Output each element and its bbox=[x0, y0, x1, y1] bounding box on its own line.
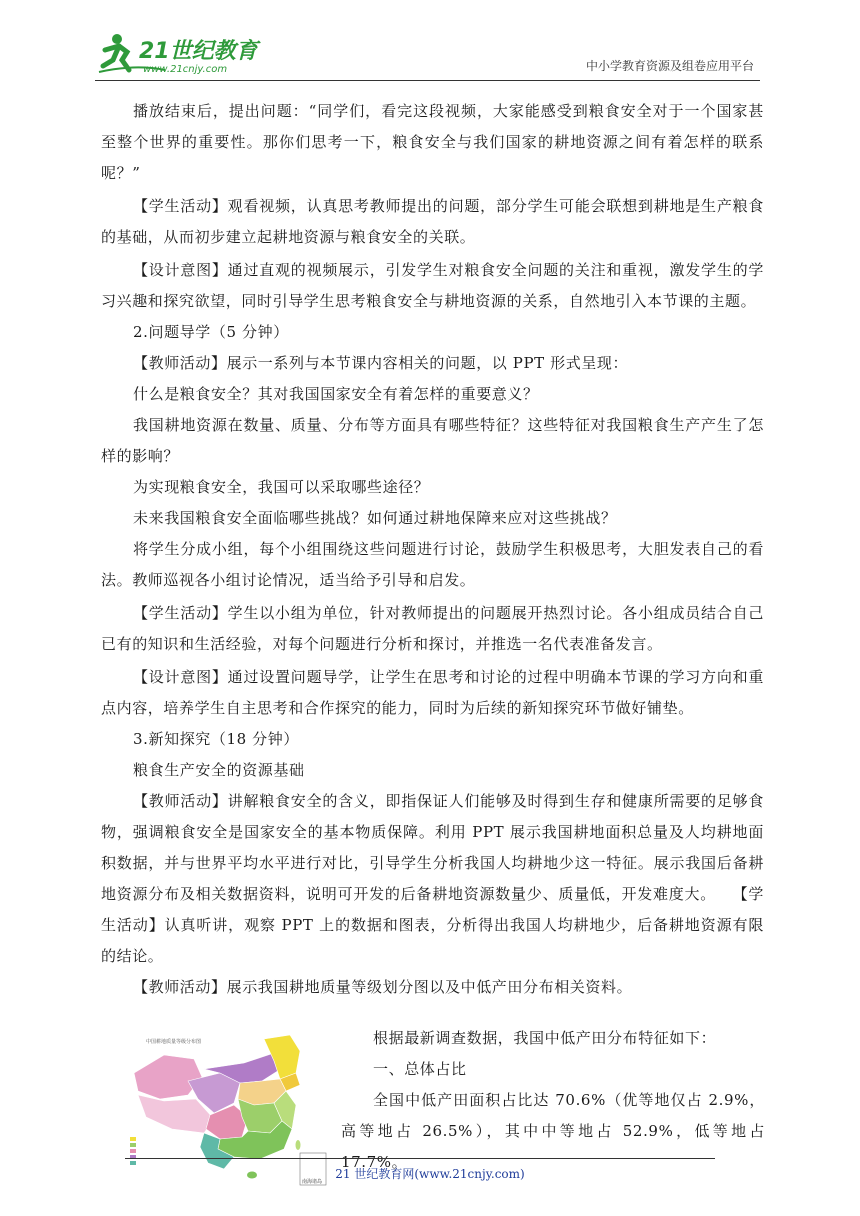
site-logo[interactable] bbox=[95, 30, 265, 76]
question-3: 为实现粮食安全，我国可以采取哪些途径？ bbox=[133, 478, 430, 496]
paragraph-teacher-activity-1: 【教师活动】展示一系列与本节课内容相关的问题，以 PPT 形式呈现： bbox=[133, 354, 629, 372]
runner-logo-icon bbox=[95, 30, 265, 76]
paragraph-intro-question: 播放结束后，提出问题：“同学们，看完这段视频，大家能感受到粮食安全对于一个国家甚至整个世界的重要性。那你们思考一下，粮食安全与我们国家的耕地资源之间有着怎样的联系呢？” bbox=[101, 102, 764, 182]
section-heading-3: 3.新知探究（18 分钟） bbox=[133, 730, 299, 748]
question-4: 未来我国粮食安全面临哪些挑战？如何通过耕地保障来应对这些挑战？ bbox=[133, 509, 617, 527]
paragraph-student-activity-2: 【学生活动】学生以小组为单位，针对教师提出的问题展开热烈讨论。各小组成员结合自己已有的知识和生活经验，对每个问题进行分析和探讨，并推选一名代表准备发言。 bbox=[101, 604, 764, 653]
paragraph-teacher-activity-3: 【教师活动】展示我国耕地质量等级划分图以及中低产田分布相关资料。 bbox=[133, 978, 633, 996]
subheading-overall-ratio: 一、总体占比 bbox=[373, 1060, 467, 1078]
paragraph-teacher-activity-2: 【教师活动】讲解粮食安全的含义，即指保证人们能够及时得到生存和健康所需要的足够食物，强调粮食安全是国家安全的基本物质保障。利用 PPT 展示我国耕地面积总量及人均耕地面积数据，并与世界平均水平进行对比，引导学生分析我国人均耕地少这一特征。展示我国后备耕地资源分布及相关数据资料，说明可开发的后备耕地资源数量少、质量低，开发难度大。 【学生活动】认真听讲，观察 PPT 上的数据和图表，分析得出我国人均耕地少，后备耕地资源有限的结论。 bbox=[101, 792, 764, 965]
document-body bbox=[101, 96, 764, 1003]
paragraph-design-intent-1: 【设计意图】通过直观的视频展示，引发学生对粮食安全问题的关注和重视，激发学生的学习兴趣和探究欲望，同时引导学生思考粮食安全与耕地资源的关系，自然地引入本节课的主题。 bbox=[101, 261, 764, 310]
paragraph-ratio-detail: 全国中低产田面积占比达 70.6%（优等地仅占 2.9%，高等地占 26.5%），其中中等地占 52.9%，低等地占 17.7%。 bbox=[341, 1091, 765, 1171]
page-header bbox=[95, 28, 760, 81]
section-heading-2: 2.问题导学（5 分钟） bbox=[133, 323, 289, 341]
paragraph-survey-intro: 根据最新调查数据，我国中低产田分布特征如下： bbox=[373, 1029, 717, 1047]
svg-text:www.21cnjy.com: www.21cnjy.com bbox=[143, 64, 228, 75]
svg-text:中国耕地质量等级分布图: 中国耕地质量等级分布图 bbox=[146, 1039, 202, 1045]
svg-text:南海诸岛: 南海诸岛 bbox=[302, 1179, 323, 1185]
paragraph-group-discussion: 将学生分成小组，每个小组围绕这些问题进行讨论，鼓励学生积极思考，大胆发表自己的看法。教师巡视各小组讨论情况，适当给予引导和启发。 bbox=[101, 540, 764, 589]
footer-link[interactable]: 21 世纪教育网(www.21cnjy.com) bbox=[335, 1167, 525, 1181]
subsection-title: 粮食生产安全的资源基础 bbox=[133, 761, 305, 779]
svg-text:21世纪教育: 21世纪教育 bbox=[139, 39, 258, 64]
paragraph-student-activity-1: 【学生活动】观看视频，认真思考教师提出的问题，部分学生可能会联想到耕地是生产粮食的基础，从而初步建立起耕地资源与粮食安全的关联。 bbox=[101, 197, 764, 246]
question-2: 我国耕地资源在数量、质量、分布等方面具有哪些特征？这些特征对我国粮食生产产生了怎样的影响？ bbox=[101, 416, 764, 465]
question-1: 什么是粮食安全？其对我国国家安全有着怎样的重要意义？ bbox=[133, 385, 539, 403]
low-yield-field-notes bbox=[341, 1023, 765, 1178]
platform-title: 中小学教育资源及组卷应用平台 bbox=[585, 59, 754, 73]
paragraph-design-intent-2: 【设计意图】通过设置问题导学，让学生在思考和讨论的过程中明确本节课的学习方向和重点内容，培养学生自主思考和合作探究的能力，同时为后续的新知探究环节做好铺垫。 bbox=[101, 668, 764, 717]
footer-divider bbox=[125, 1158, 715, 1159]
